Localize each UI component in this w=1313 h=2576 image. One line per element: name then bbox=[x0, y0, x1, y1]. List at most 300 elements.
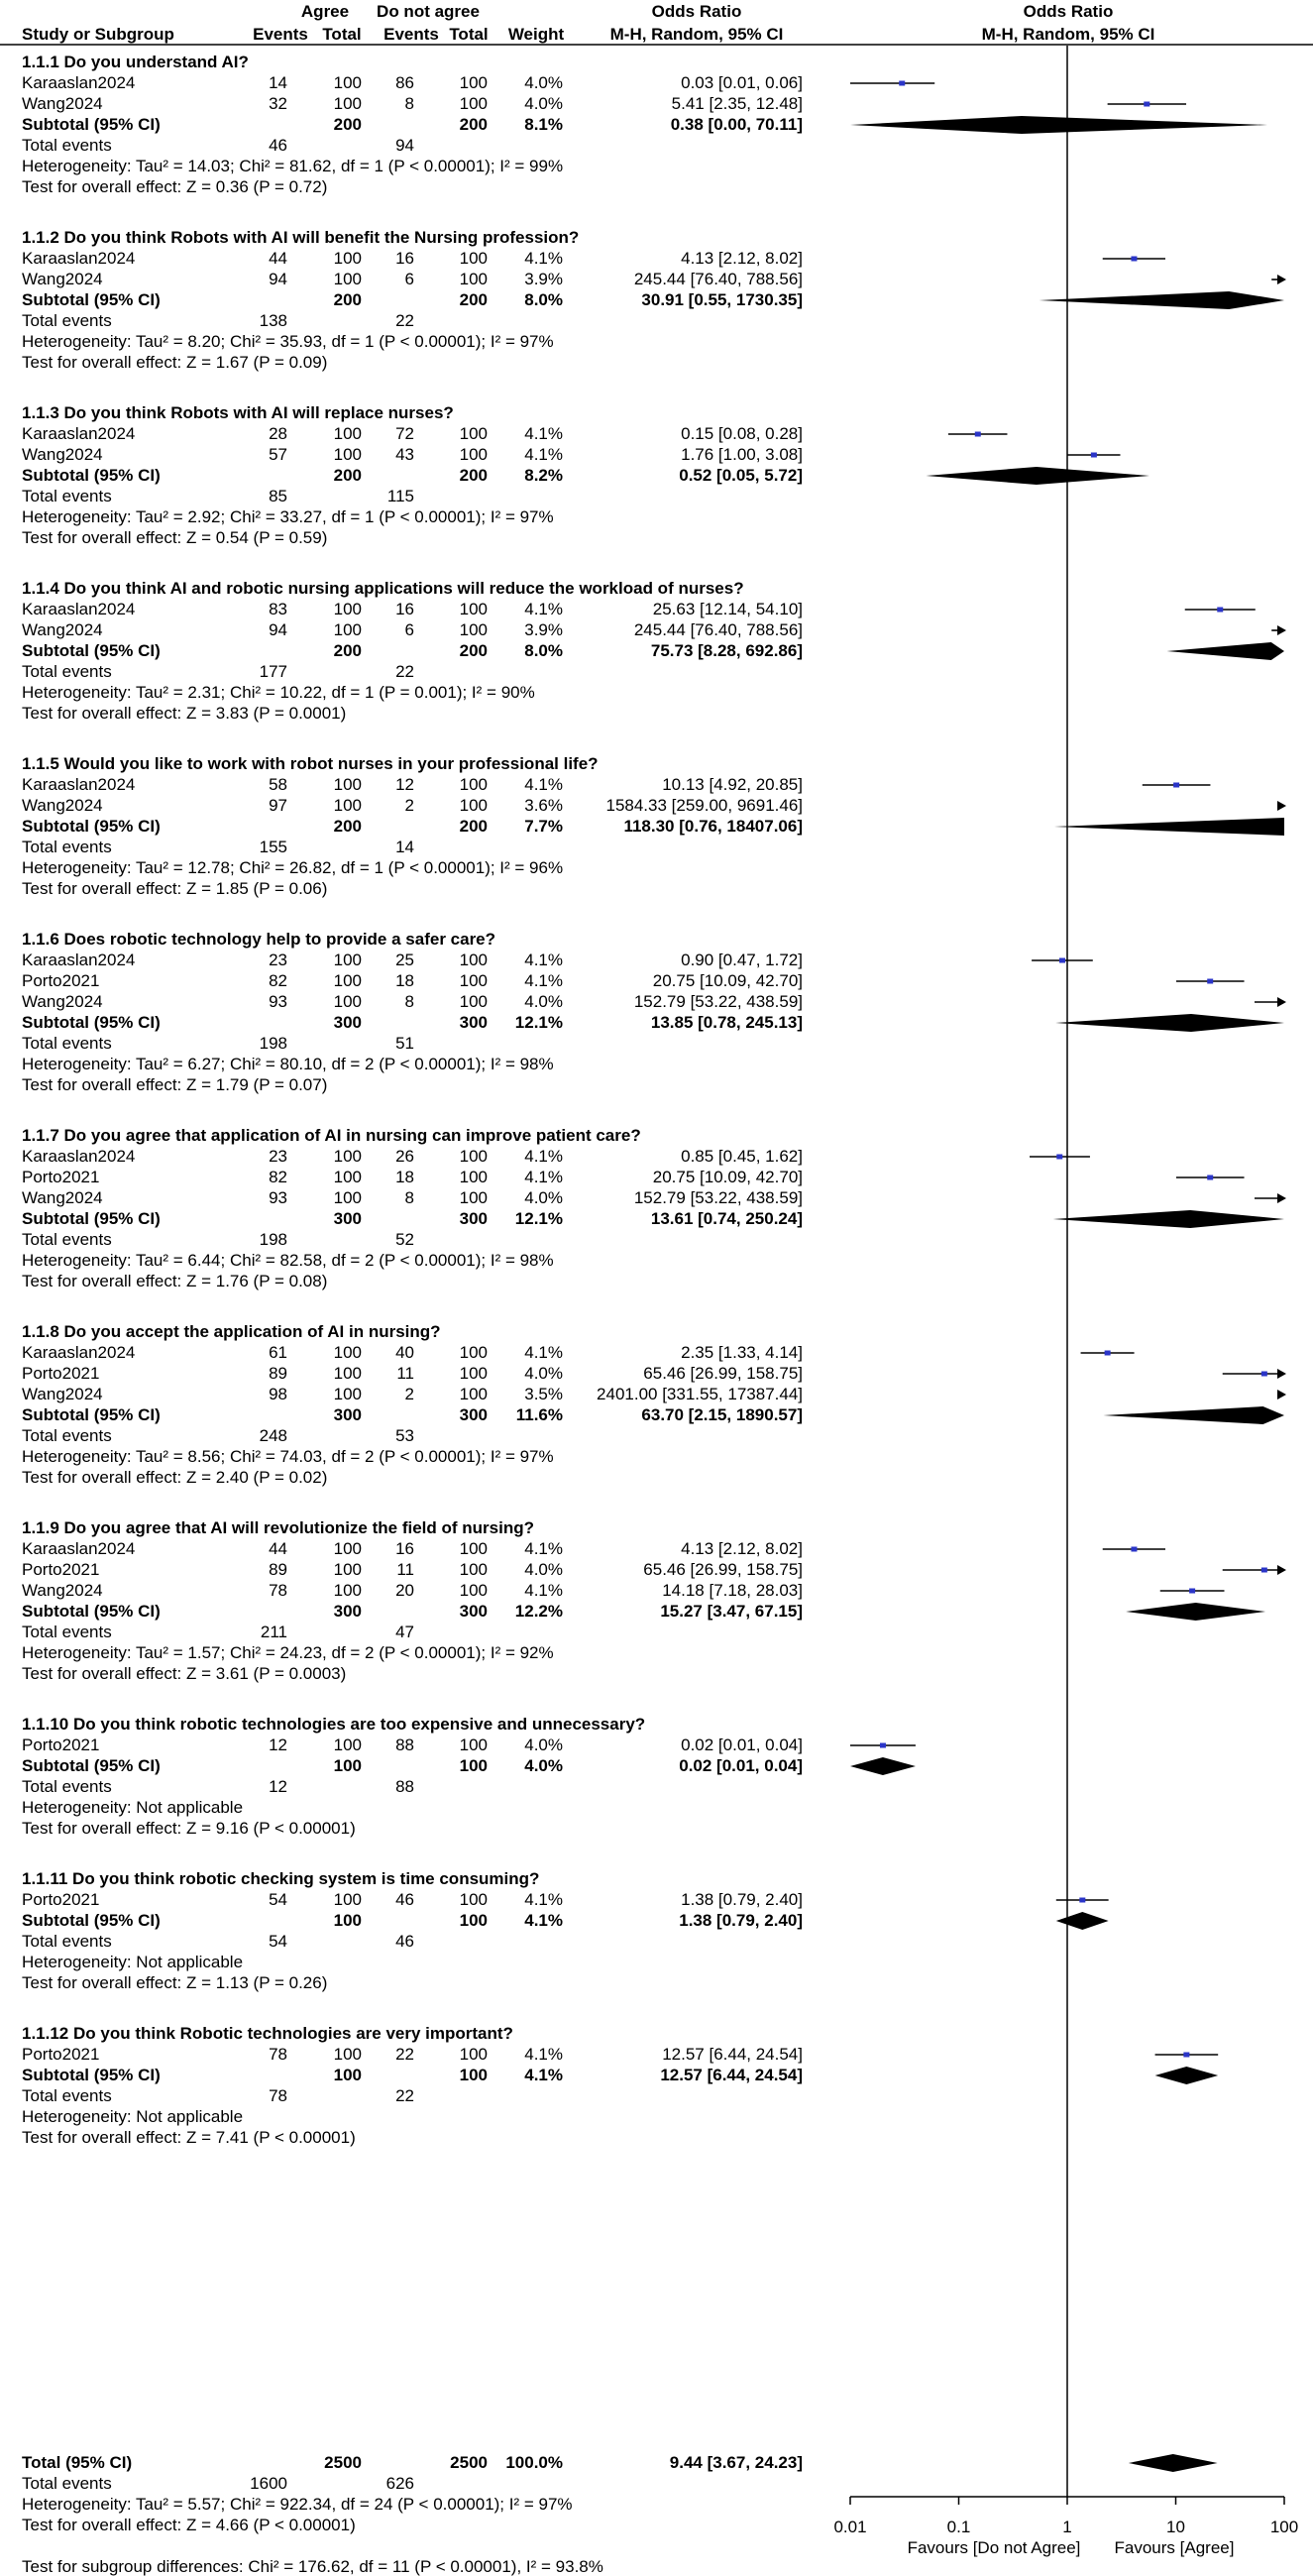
study-weight: 3.6% bbox=[524, 796, 563, 815]
study-ci-mark bbox=[1271, 625, 1286, 635]
study-ci-mark bbox=[850, 1743, 916, 1748]
not-agree-total: 100 bbox=[459, 1890, 488, 1909]
total-events-agree: 12 bbox=[269, 1777, 287, 1796]
subgroup bbox=[22, 930, 803, 1094]
subtotal-diamond bbox=[1056, 1912, 1109, 1930]
not-agree-events: 26 bbox=[395, 1147, 414, 1166]
overall-effect-test: Test for overall effect: Z = 7.41 (P < 0.00001) bbox=[22, 2128, 356, 2147]
study-odds-ratio: 1.76 [1.00, 3.08] bbox=[681, 445, 803, 464]
study-odds-ratio: 0.85 [0.45, 1.62] bbox=[681, 1147, 803, 1166]
study-odds-ratio: 4.13 [2.12, 8.02] bbox=[681, 1539, 803, 1558]
study-name: Wang2024 bbox=[22, 1188, 103, 1207]
study-odds-ratio: 0.15 [0.08, 0.28] bbox=[681, 424, 803, 443]
not-agree-events: 86 bbox=[395, 73, 414, 92]
total-events-agree: 138 bbox=[259, 311, 287, 330]
study-ci-mark bbox=[1255, 1193, 1286, 1203]
study-ci-mark bbox=[1271, 275, 1286, 284]
agree-total: 100 bbox=[333, 600, 362, 618]
not-agree-total: 100 bbox=[459, 2045, 488, 2064]
subtotal-agree-total: 300 bbox=[333, 1013, 362, 1032]
column-headers bbox=[22, 2, 1154, 44]
overall-effect-test: Test for overall effect: Z = 1.67 (P = 0.09) bbox=[22, 353, 328, 372]
subtotal-label: Subtotal (95% CI) bbox=[22, 1013, 161, 1032]
study-name: Wang2024 bbox=[22, 270, 103, 288]
subtotal-label: Subtotal (95% CI) bbox=[22, 2066, 161, 2084]
subtotal-odds-ratio: 13.61 [0.74, 250.24] bbox=[650, 1209, 803, 1228]
header-odds-ratio-left: Odds Ratio bbox=[651, 2, 742, 21]
clip-arrow-right bbox=[1277, 1390, 1286, 1400]
not-agree-total: 100 bbox=[459, 600, 488, 618]
study-name: Karaaslan2024 bbox=[22, 424, 136, 443]
study-name: Porto2021 bbox=[22, 971, 100, 990]
heterogeneity: Heterogeneity: Tau² = 14.03; Chi² = 81.62, df = 1 (P < 0.00001); I² = 99% bbox=[22, 157, 564, 175]
total-events-agree: 78 bbox=[269, 2086, 287, 2105]
header-method-left: M-H, Random, 95% CI bbox=[609, 25, 784, 44]
subtotal-label: Subtotal (95% CI) bbox=[22, 466, 161, 485]
not-agree-events: 16 bbox=[395, 600, 414, 618]
total-events-not: 94 bbox=[395, 136, 414, 155]
study-odds-ratio: 20.75 [10.09, 42.70] bbox=[652, 1168, 803, 1186]
study-name: Karaaslan2024 bbox=[22, 775, 136, 794]
subtotal-odds-ratio: 1.38 [0.79, 2.40] bbox=[679, 1911, 803, 1930]
heterogeneity: Heterogeneity: Not applicable bbox=[22, 2107, 244, 2126]
agree-events: 98 bbox=[269, 1385, 287, 1403]
subtotal-weight: 8.0% bbox=[524, 641, 563, 660]
subtotal-diamond bbox=[1054, 818, 1284, 836]
agree-total: 100 bbox=[333, 1147, 362, 1166]
subtotal-label: Subtotal (95% CI) bbox=[22, 817, 161, 836]
agree-total: 100 bbox=[333, 2045, 362, 2064]
study-weight: 4.0% bbox=[524, 1736, 563, 1754]
agree-events: 97 bbox=[269, 796, 287, 815]
point-estimate bbox=[1207, 1176, 1213, 1180]
agree-events: 12 bbox=[269, 1736, 287, 1754]
subtotal-not-total: 100 bbox=[459, 2066, 488, 2084]
agree-total: 100 bbox=[333, 1364, 362, 1383]
subtotal-not-total: 300 bbox=[459, 1013, 488, 1032]
point-estimate bbox=[899, 81, 905, 86]
not-agree-events: 25 bbox=[395, 951, 414, 969]
point-estimate bbox=[1207, 979, 1213, 984]
study-ci-mark bbox=[1103, 1547, 1165, 1552]
subgroup-title: 1.1.8 Do you accept the application of AI in nursing? bbox=[22, 1322, 441, 1341]
header-agree-total: Total bbox=[322, 25, 362, 44]
total-events-label: Total events bbox=[22, 136, 112, 155]
agree-total: 100 bbox=[333, 1539, 362, 1558]
header-odds-ratio-right: Odds Ratio bbox=[1023, 2, 1114, 21]
overall-total bbox=[22, 2453, 803, 2576]
study-ci-mark bbox=[948, 432, 1008, 437]
subtotal-weight: 12.1% bbox=[514, 1209, 563, 1228]
total-events-label: Total events bbox=[22, 838, 112, 856]
subtotal-label: Subtotal (95% CI) bbox=[22, 1756, 161, 1775]
study-weight: 4.1% bbox=[524, 1539, 563, 1558]
subtotal-diamond bbox=[1126, 1603, 1265, 1621]
header-agree-events: Events bbox=[253, 25, 308, 44]
agree-events: 58 bbox=[269, 775, 287, 794]
not-agree-total: 100 bbox=[459, 775, 488, 794]
point-estimate bbox=[1144, 102, 1149, 107]
overall-effect-test: Test for overall effect: Z = 1.76 (P = 0.08) bbox=[22, 1272, 328, 1290]
not-agree-events: 8 bbox=[404, 94, 414, 113]
study-odds-ratio: 152.79 [53.22, 438.59] bbox=[633, 992, 803, 1011]
study-ci-mark bbox=[1176, 979, 1245, 984]
not-agree-events: 6 bbox=[404, 620, 414, 639]
total-events-not: 53 bbox=[395, 1426, 414, 1445]
study-ci-mark bbox=[1155, 2053, 1219, 2058]
not-agree-total: 100 bbox=[459, 1147, 488, 1166]
not-agree-total: 100 bbox=[459, 249, 488, 268]
not-agree-total: 100 bbox=[459, 620, 488, 639]
study-name: Wang2024 bbox=[22, 1385, 103, 1403]
total-events-label: Total events bbox=[22, 1777, 112, 1796]
favours-right-label: Favours [Agree] bbox=[1114, 2538, 1235, 2557]
subtotal-weight: 4.0% bbox=[524, 1756, 563, 1775]
clip-arrow-right bbox=[1277, 801, 1286, 811]
total-events-label: Total events bbox=[22, 1426, 112, 1445]
point-estimate bbox=[1131, 257, 1137, 262]
study-name: Wang2024 bbox=[22, 992, 103, 1011]
study-odds-ratio: 25.63 [12.14, 54.10] bbox=[652, 600, 803, 618]
not-agree-total: 100 bbox=[459, 270, 488, 288]
total-agree: 2500 bbox=[324, 2453, 362, 2472]
subtotal-odds-ratio: 0.38 [0.00, 70.11] bbox=[670, 115, 803, 134]
subtotal-not-total: 100 bbox=[459, 1756, 488, 1775]
not-agree-total: 100 bbox=[459, 1168, 488, 1186]
not-agree-events: 40 bbox=[395, 1343, 414, 1362]
point-estimate bbox=[1217, 608, 1223, 613]
overall-effect-test: Test for overall effect: Z = 0.36 (P = 0.72) bbox=[22, 177, 328, 196]
subgroup bbox=[22, 579, 803, 723]
heterogeneity: Heterogeneity: Tau² = 8.20; Chi² = 35.93, df = 1 (P < 0.00001); I² = 97% bbox=[22, 332, 554, 351]
subgroup-title: 1.1.2 Do you think Robots with AI will benefit the Nursing profession? bbox=[22, 228, 580, 247]
subtotal-label: Subtotal (95% CI) bbox=[22, 1602, 161, 1621]
clip-arrow-right bbox=[1277, 275, 1286, 284]
not-agree-events: 2 bbox=[404, 1385, 414, 1403]
point-estimate bbox=[1183, 2053, 1189, 2058]
study-name: Karaaslan2024 bbox=[22, 1147, 136, 1166]
subtotal-diamond bbox=[1039, 291, 1284, 309]
header-method-right: M-H, Random, 95% CI bbox=[981, 25, 1155, 44]
agree-events: 28 bbox=[269, 424, 287, 443]
study-weight: 4.0% bbox=[524, 94, 563, 113]
overall-effect-test: Test for overall effect: Z = 3.61 (P = 0.0003) bbox=[22, 1664, 347, 1683]
subtotal-weight: 12.2% bbox=[514, 1602, 563, 1621]
axis-tick-label: 1 bbox=[1062, 2518, 1072, 2536]
overall-effect-test: Test for overall effect: Z = 1.13 (P = 0.26) bbox=[22, 1973, 328, 1992]
study-weight: 4.0% bbox=[524, 1560, 563, 1579]
not-agree-total: 100 bbox=[459, 1581, 488, 1600]
study-name: Wang2024 bbox=[22, 94, 103, 113]
not-agree-events: 8 bbox=[404, 992, 414, 1011]
agree-events: 23 bbox=[269, 951, 287, 969]
study-ci-mark bbox=[1277, 1390, 1286, 1400]
study-odds-ratio: 245.44 [76.40, 788.56] bbox=[633, 620, 803, 639]
study-odds-ratio: 0.90 [0.47, 1.72] bbox=[681, 951, 803, 969]
heterogeneity: Heterogeneity: Not applicable bbox=[22, 1953, 244, 1971]
not-agree-total: 100 bbox=[459, 1343, 488, 1362]
not-agree-total: 100 bbox=[459, 94, 488, 113]
total-events-not: 88 bbox=[395, 1777, 414, 1796]
subtotal-label: Subtotal (95% CI) bbox=[22, 1209, 161, 1228]
study-odds-ratio: 65.46 [26.99, 158.75] bbox=[643, 1560, 803, 1579]
subgroup bbox=[22, 403, 803, 547]
subgroup-title: 1.1.5 Would you like to work with robot nurses in your professional life? bbox=[22, 754, 599, 773]
study-name: Porto2021 bbox=[22, 1736, 100, 1754]
study-name: Porto2021 bbox=[22, 1560, 100, 1579]
study-weight: 4.1% bbox=[524, 971, 563, 990]
not-agree-total: 100 bbox=[459, 1385, 488, 1403]
study-weight: 4.1% bbox=[524, 249, 563, 268]
subgroup bbox=[22, 754, 803, 898]
point-estimate bbox=[1173, 783, 1179, 788]
subtotal-weight: 12.1% bbox=[514, 1013, 563, 1032]
study-odds-ratio: 0.02 [0.01, 0.04] bbox=[681, 1736, 803, 1754]
axis-tick-label: 10 bbox=[1166, 2518, 1185, 2536]
study-odds-ratio: 1.38 [0.79, 2.40] bbox=[681, 1890, 803, 1909]
study-name: Wang2024 bbox=[22, 796, 103, 815]
total-events-not: 51 bbox=[395, 1034, 414, 1053]
subgroup bbox=[22, 1869, 803, 1992]
heterogeneity: Heterogeneity: Tau² = 8.56; Chi² = 74.03, df = 2 (P < 0.00001); I² = 97% bbox=[22, 1447, 554, 1466]
subtotal-odds-ratio: 63.70 [2.15, 1890.57] bbox=[641, 1405, 803, 1424]
subtotal-agree-total: 100 bbox=[333, 1911, 362, 1930]
study-name: Karaaslan2024 bbox=[22, 1539, 136, 1558]
subgroup-title: 1.1.11 Do you think robotic checking system is time consuming? bbox=[22, 1869, 540, 1888]
not-agree-events: 46 bbox=[395, 1890, 414, 1909]
header-weight: Weight bbox=[507, 25, 565, 44]
agree-events: 89 bbox=[269, 1560, 287, 1579]
agree-total: 100 bbox=[333, 1343, 362, 1362]
total-events-agree: 198 bbox=[259, 1230, 287, 1249]
subtotal-agree-total: 200 bbox=[333, 817, 362, 836]
x-axis bbox=[833, 2497, 1298, 2557]
agree-events: 44 bbox=[269, 1539, 287, 1558]
point-estimate bbox=[1056, 1155, 1062, 1160]
total-events-not: 47 bbox=[395, 1623, 414, 1641]
clip-arrow-right bbox=[1277, 997, 1286, 1007]
total-events-not: 14 bbox=[395, 838, 414, 856]
agree-total: 100 bbox=[333, 796, 362, 815]
subtotal-odds-ratio: 118.30 [0.76, 18407.06] bbox=[623, 817, 803, 836]
subtotal-agree-total: 200 bbox=[333, 641, 362, 660]
subtotal-not-total: 300 bbox=[459, 1602, 488, 1621]
study-odds-ratio: 14.18 [7.18, 28.03] bbox=[662, 1581, 803, 1600]
study-weight: 4.1% bbox=[524, 1343, 563, 1362]
subtotal-diamond bbox=[1155, 2067, 1219, 2084]
not-agree-events: 11 bbox=[396, 1560, 414, 1579]
study-ci-mark bbox=[1223, 1369, 1286, 1379]
subtotal-diamond bbox=[927, 467, 1149, 485]
agree-total: 100 bbox=[333, 1890, 362, 1909]
subtotal-weight: 8.0% bbox=[524, 290, 563, 309]
study-odds-ratio: 245.44 [76.40, 788.56] bbox=[633, 270, 803, 288]
agree-total: 100 bbox=[333, 94, 362, 113]
study-odds-ratio: 152.79 [53.22, 438.59] bbox=[633, 1188, 803, 1207]
study-weight: 4.1% bbox=[524, 1147, 563, 1166]
total-events-not: 46 bbox=[395, 1932, 414, 1951]
study-ci-mark bbox=[850, 81, 934, 86]
study-weight: 4.1% bbox=[524, 2045, 563, 2064]
subtotal-label: Subtotal (95% CI) bbox=[22, 290, 161, 309]
agree-events: 78 bbox=[269, 1581, 287, 1600]
agree-events: 82 bbox=[269, 971, 287, 990]
subtotal-not-total: 200 bbox=[459, 290, 488, 309]
study-odds-ratio: 1584.33 [259.00, 9691.46] bbox=[605, 796, 803, 815]
agree-events: 54 bbox=[269, 1890, 287, 1909]
subgroup bbox=[22, 53, 803, 196]
not-agree-total: 100 bbox=[459, 1560, 488, 1579]
axis-tick-label: 0.01 bbox=[833, 2518, 867, 2536]
subtotal-not-total: 100 bbox=[459, 1911, 488, 1930]
subgroup bbox=[22, 1322, 803, 1487]
total-events-not: 22 bbox=[395, 311, 414, 330]
total-events-not: 22 bbox=[395, 2086, 414, 2105]
total-events-label: Total events bbox=[22, 2474, 112, 2493]
point-estimate bbox=[880, 1743, 886, 1748]
not-agree-total: 100 bbox=[459, 1364, 488, 1383]
subtotal-agree-total: 100 bbox=[333, 2066, 362, 2084]
subtotal-odds-ratio: 15.27 [3.47, 67.15] bbox=[660, 1602, 803, 1621]
study-name: Karaaslan2024 bbox=[22, 249, 136, 268]
agree-events: 14 bbox=[269, 73, 287, 92]
not-agree-events: 72 bbox=[395, 424, 414, 443]
study-ci-mark bbox=[1176, 1176, 1245, 1180]
study-ci-mark bbox=[1081, 1351, 1135, 1356]
total-events-agree: 1600 bbox=[250, 2474, 287, 2493]
subtotal-odds-ratio: 12.57 [6.44, 24.54] bbox=[660, 2066, 803, 2084]
study-weight: 4.1% bbox=[524, 775, 563, 794]
total-weight: 100.0% bbox=[505, 2453, 563, 2472]
header-not-events: Events bbox=[383, 25, 439, 44]
subtotal-odds-ratio: 0.02 [0.01, 0.04] bbox=[679, 1756, 803, 1775]
point-estimate bbox=[1261, 1568, 1267, 1573]
subtotal-not-total: 200 bbox=[459, 466, 488, 485]
total-events-label: Total events bbox=[22, 662, 112, 681]
clip-arrow-right bbox=[1277, 625, 1286, 635]
overall-diamond bbox=[1129, 2454, 1218, 2472]
study-weight: 4.1% bbox=[524, 1890, 563, 1909]
heterogeneity: Heterogeneity: Tau² = 6.44; Chi² = 82.58, df = 2 (P < 0.00001); I² = 98% bbox=[22, 1251, 554, 1270]
total-events-not: 115 bbox=[386, 487, 414, 505]
clip-arrow-right bbox=[1277, 1565, 1286, 1575]
agree-events: 93 bbox=[269, 992, 287, 1011]
not-agree-events: 22 bbox=[395, 2045, 414, 2064]
point-estimate bbox=[1261, 1372, 1267, 1377]
not-agree-total: 100 bbox=[459, 951, 488, 969]
subtotal-weight: 4.1% bbox=[524, 2066, 563, 2084]
total-label: Total (95% CI) bbox=[22, 2453, 133, 2472]
total-events-label: Total events bbox=[22, 311, 112, 330]
subtotal-not-total: 200 bbox=[459, 641, 488, 660]
total-events-agree: 155 bbox=[259, 838, 287, 856]
study-name: Porto2021 bbox=[22, 1364, 100, 1383]
agree-total: 100 bbox=[333, 775, 362, 794]
subgroup-title: 1.1.6 Does robotic technology help to provide a safer care? bbox=[22, 930, 496, 949]
study-ci-mark bbox=[1056, 1898, 1109, 1903]
total-ci: 9.44 [3.67, 24.23] bbox=[669, 2453, 803, 2472]
header-not-agree: Do not agree bbox=[377, 2, 480, 21]
agree-total: 100 bbox=[333, 270, 362, 288]
agree-events: 82 bbox=[269, 1168, 287, 1186]
study-name: Karaaslan2024 bbox=[22, 600, 136, 618]
subgroup-title: 1.1.12 Do you think Robotic technologies are very important? bbox=[22, 2024, 513, 2043]
agree-events: 32 bbox=[269, 94, 287, 113]
study-odds-ratio: 12.57 [6.44, 24.54] bbox=[662, 2045, 803, 2064]
axis-tick-label: 100 bbox=[1269, 2518, 1299, 2536]
study-ci-mark bbox=[1030, 1155, 1090, 1160]
total-events-agree: 211 bbox=[260, 1623, 287, 1641]
subtotal-agree-total: 200 bbox=[333, 466, 362, 485]
overall-effect-test: Test for overall effect: Z = 2.40 (P = 0.02) bbox=[22, 1468, 328, 1487]
agree-total: 100 bbox=[333, 1560, 362, 1579]
subtotal-diamond bbox=[1055, 1014, 1284, 1032]
not-agree-events: 6 bbox=[404, 270, 414, 288]
not-agree-events: 43 bbox=[395, 445, 414, 464]
study-odds-ratio: 2401.00 [331.55, 17387.44] bbox=[597, 1385, 803, 1403]
total-events-label: Total events bbox=[22, 1230, 112, 1249]
subtotal-weight: 8.1% bbox=[524, 115, 563, 134]
subgroup-title: 1.1.4 Do you think AI and robotic nursing applications will reduce the workload of nurses? bbox=[22, 579, 744, 598]
overall-effect-test: Test for overall effect: Z = 1.79 (P = 0.07) bbox=[22, 1075, 328, 1094]
not-agree-total: 100 bbox=[459, 1539, 488, 1558]
agree-total: 100 bbox=[333, 992, 362, 1011]
point-estimate bbox=[1131, 1547, 1137, 1552]
header-study: Study or Subgroup bbox=[22, 25, 174, 44]
subgroup-title: 1.1.7 Do you agree that application of AI in nursing can improve patient care? bbox=[22, 1126, 641, 1145]
agree-events: 89 bbox=[269, 1364, 287, 1383]
heterogeneity: Heterogeneity: Tau² = 1.57; Chi² = 24.23, df = 2 (P < 0.00001); I² = 92% bbox=[22, 1643, 554, 1662]
subgroup-title: 1.1.10 Do you think robotic technologies are too expensive and unnecessary? bbox=[22, 1715, 646, 1734]
agree-events: 93 bbox=[269, 1188, 287, 1207]
overall-effect-test: Test for overall effect: Z = 0.54 (P = 0.59) bbox=[22, 528, 328, 547]
not-agree-events: 88 bbox=[395, 1736, 414, 1754]
subtotal-label: Subtotal (95% CI) bbox=[22, 115, 161, 134]
subtotal-not-total: 200 bbox=[459, 817, 488, 836]
agree-total: 100 bbox=[333, 1168, 362, 1186]
study-ci-mark bbox=[1108, 102, 1186, 107]
study-weight: 4.1% bbox=[524, 951, 563, 969]
subtotal-weight: 7.7% bbox=[524, 817, 563, 836]
agree-events: 83 bbox=[269, 600, 287, 618]
point-estimate bbox=[1091, 453, 1097, 458]
total-events-label: Total events bbox=[22, 487, 112, 505]
study-name: Karaaslan2024 bbox=[22, 73, 136, 92]
study-ci-mark bbox=[1032, 958, 1093, 963]
study-name: Porto2021 bbox=[22, 2045, 100, 2064]
study-ci-mark bbox=[1067, 453, 1120, 458]
heterogeneity: Heterogeneity: Not applicable bbox=[22, 1798, 244, 1817]
subtotal-not-total: 300 bbox=[459, 1209, 488, 1228]
study-ci-mark bbox=[1143, 783, 1211, 788]
study-weight: 4.1% bbox=[524, 445, 563, 464]
subtotal-diamond bbox=[1053, 1210, 1284, 1228]
total-events-agree: 248 bbox=[259, 1426, 287, 1445]
point-estimate bbox=[1059, 958, 1065, 963]
not-agree-total: 100 bbox=[459, 796, 488, 815]
total-overall-effect: Test for overall effect: Z = 4.66 (P < 0.00001) bbox=[22, 2516, 356, 2534]
study-ci-mark bbox=[1255, 997, 1286, 1007]
subtotal-weight: 4.1% bbox=[524, 1911, 563, 1930]
study-odds-ratio: 20.75 [10.09, 42.70] bbox=[652, 971, 803, 990]
subgroup-rows bbox=[22, 53, 803, 2147]
study-ci-mark bbox=[1103, 257, 1165, 262]
subtotal-diamond bbox=[850, 116, 1267, 134]
subtotal-diamond bbox=[1103, 1406, 1284, 1424]
study-weight: 4.0% bbox=[524, 1188, 563, 1207]
total-events-not: 626 bbox=[385, 2474, 414, 2493]
study-odds-ratio: 0.03 [0.01, 0.06] bbox=[681, 73, 803, 92]
